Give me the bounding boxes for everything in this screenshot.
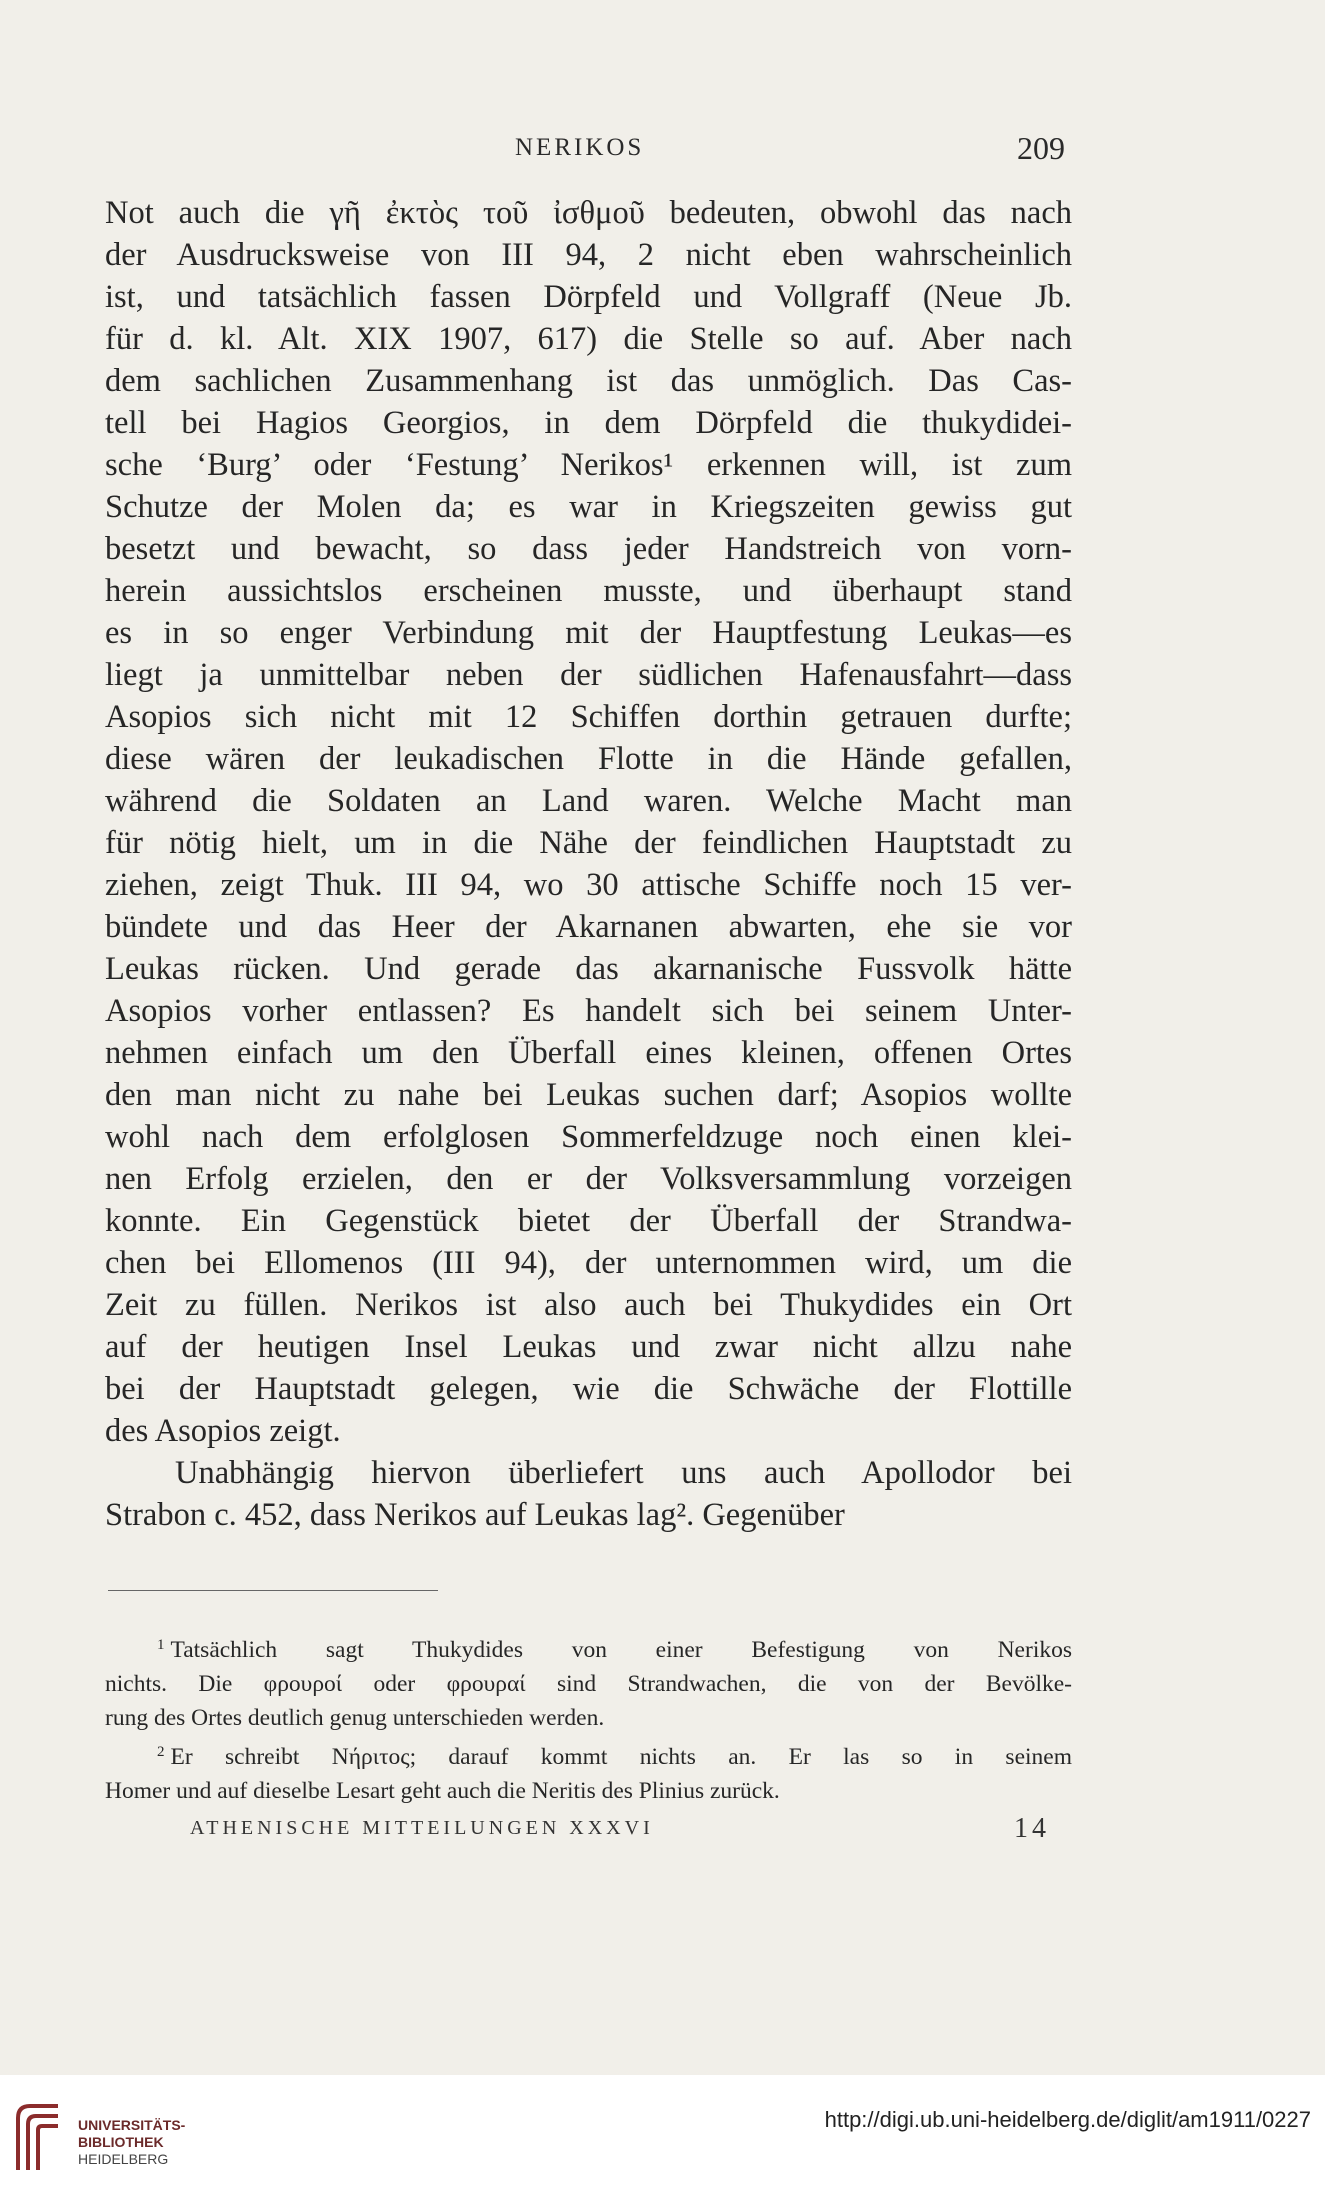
text-line: Asopios vorher entlassen? Es handelt sich bei seinem Unter- <box>105 993 1072 1029</box>
text-line: ist, und tatsächlich fassen Dörpfeld und Vollgraff (Neue Jb. <box>105 279 1072 315</box>
footer-bar <box>0 2075 1325 2195</box>
text-line: es in so enger Verbindung mit der Hauptfestung Leukas—es <box>105 615 1072 651</box>
footnote-line <box>105 1628 1072 1667</box>
text-line: des Asopios zeigt. <box>105 1413 341 1449</box>
text-line: der Ausdrucksweise von III 94, 2 nicht eben wahrscheinlich <box>105 237 1072 273</box>
footnotes <box>105 1628 1072 1808</box>
footnote-text: Er schreibt Νήριτος; darauf kommt nichts an. Er las so in seinem <box>170 1744 1072 1770</box>
text-line: chen bei Ellomenos (III 94), der unternommen wird, um die <box>105 1245 1072 1281</box>
text-line: bündete und das Heer der Akarnanen abwarten, ehe sie vor <box>105 909 1072 945</box>
footnote-line: nichts. Die φρουροί oder φρουραί sind Strandwachen, die von der Bevölke- <box>105 1671 1072 1697</box>
university-library-logo-icon <box>12 2100 64 2174</box>
text-line: während die Soldaten an Land waren. Welche Macht man <box>105 783 1072 819</box>
text-line: Asopios sich nicht mit 12 Schiffen dorthin getrauen durfte; <box>105 699 1072 735</box>
text-line: wohl nach dem erfolglosen Sommerfeldzuge noch einen klei- <box>105 1119 1072 1155</box>
footnote-marker: 1 <box>157 1637 165 1653</box>
text-line: Zeit zu füllen. Nerikos ist also auch bei Thukydides ein Ort <box>105 1287 1072 1323</box>
page-title: NERIKOS <box>515 134 645 161</box>
footnote-divider <box>108 1590 438 1591</box>
text-line: diese wären der leukadischen Flotte in die Hände gefallen, <box>105 741 1072 777</box>
text-line: auf der heutigen Insel Leukas und zwar nicht allzu nahe <box>105 1329 1072 1365</box>
signature-number: 14 <box>1014 1813 1050 1844</box>
text-line: Leukas rücken. Und gerade das akarnanische Fussvolk hätte <box>105 951 1072 987</box>
text-line: besetzt und bewacht, so dass jeder Handstreich von vorn- <box>105 531 1072 567</box>
body-text <box>105 192 1072 1536</box>
text-line: für nötig hielt, um in die Nähe der feindlichen Hauptstadt zu <box>105 825 1072 861</box>
footnote-marker: 2 <box>157 1744 165 1760</box>
text-line: tell bei Hagios Georgios, in dem Dörpfeld die thukydidei- <box>105 405 1072 441</box>
text-line: sche ‘Burg’ oder ‘Festung’ Nerikos¹ erkennen will, ist zum <box>105 447 1072 483</box>
text-line: Unabhängig hiervon überliefert uns auch Apollodor bei <box>175 1455 1072 1491</box>
text-line: für d. kl. Alt. XIX 1907, 617) die Stelle so auf. Aber nach <box>105 321 1072 357</box>
text-line: herein aussichtslos erscheinen musste, und überhaupt stand <box>105 573 1072 609</box>
text-line: Not auch die γῆ ἐκτὸς τοῦ ἰσθμοῦ bedeuten, obwohl das nach <box>105 195 1072 231</box>
footnote-line: rung des Ortes deutlich genug unterschieden werden. <box>105 1705 605 1731</box>
text-line: bei der Hauptstadt gelegen, wie die Schwäche der Flottille <box>105 1371 1072 1407</box>
text-line: Strabon c. 452, dass Nerikos auf Leukas lag². Gegenüber <box>105 1497 845 1533</box>
text-line: konnte. Ein Gegenstück bietet der Überfall der Strandwa- <box>105 1203 1072 1239</box>
printer-signature <box>190 1813 1050 1849</box>
logo-line: HEIDELBERG <box>78 2151 169 2167</box>
footnote-text: Tatsächlich sagt Thukydides von einer Befestigung von Nerikos <box>170 1637 1072 1663</box>
text-line: Schutze der Molen da; es war in Kriegszeiten gewiss gut <box>105 489 1072 525</box>
text-line: ziehen, zeigt Thuk. III 94, wo 30 attische Schiffe noch 15 ver- <box>105 867 1072 903</box>
text-line: liegt ja unmittelbar neben der südlichen Hafenausfahrt—dass <box>105 657 1072 693</box>
footnote-line <box>105 1735 1072 1774</box>
text-line: nehmen einfach um den Überfall eines kleinen, offenen Ortes <box>105 1035 1072 1071</box>
text-line: dem sachlichen Zusammenhang ist das unmöglich. Das Cas- <box>105 363 1072 399</box>
text-line: nen Erfolg erzielen, den er der Volksversammlung vorzeigen <box>105 1161 1072 1197</box>
library-logo-text <box>78 2117 185 2168</box>
footnote-line: Homer und auf dieselbe Lesart geht auch die Neritis des Plinius zurück. <box>105 1778 780 1804</box>
text-line: den man nicht zu nahe bei Leukas suchen darf; Asopios wollte <box>105 1077 1072 1113</box>
running-head <box>105 130 1065 170</box>
signature-text: ATHENISCHE MITTEILUNGEN XXXVI <box>190 1817 654 1839</box>
logo-line: UNIVERSITÄTS- <box>78 2117 186 2133</box>
page-number: 209 <box>1017 130 1065 166</box>
logo-line: BIBLIOTHEK <box>78 2134 164 2150</box>
source-url-link[interactable]: http://digi.ub.uni-heidelberg.de/diglit/am1911/0227 <box>824 2107 1311 2132</box>
